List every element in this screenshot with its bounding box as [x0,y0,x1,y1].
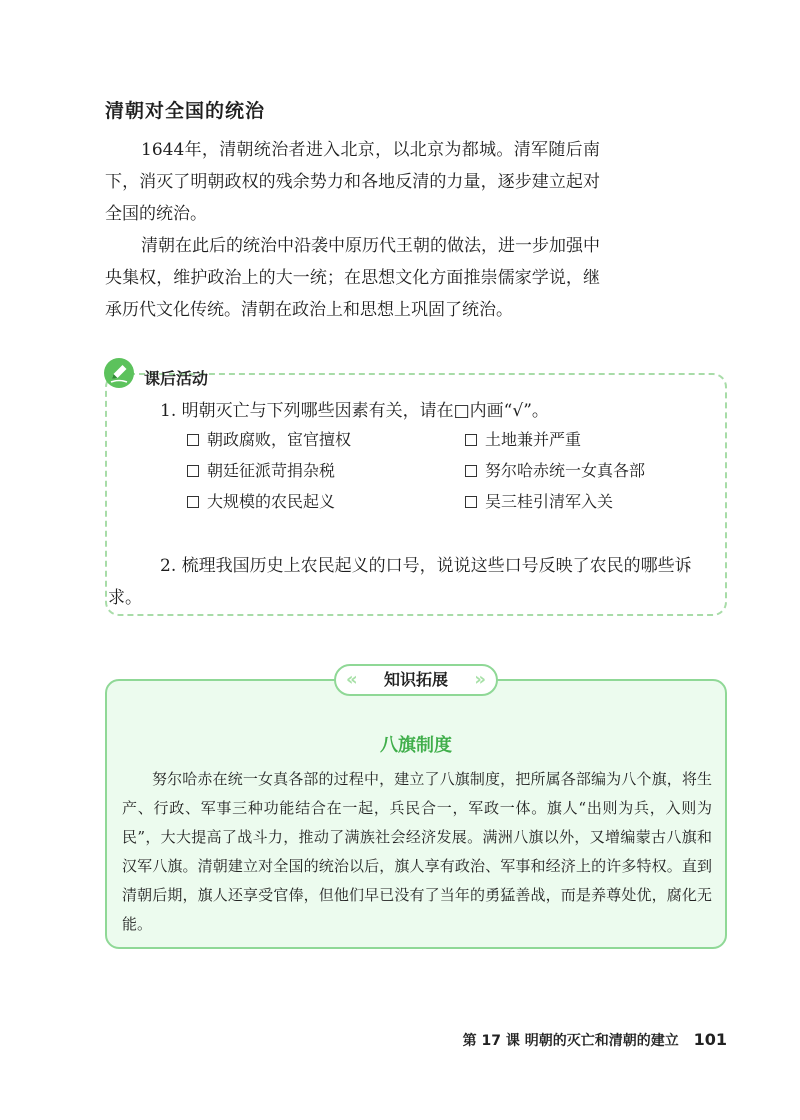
option-label: 努尔哈赤统一女真各部 [485,461,646,480]
question-2: 2. 梳理我国历史上农民起义的口号，说说这些口号反映了农民的哪些诉求。 [108,556,692,608]
option-5[interactable] [187,491,335,513]
option-1[interactable] [187,429,351,451]
knowledge-tab-label: 知识拓展 [383,670,448,689]
knowledge-title: 八旗制度 [380,735,452,756]
option-4[interactable] [465,460,645,482]
page-number: 101 [693,1030,727,1049]
checkbox-icon[interactable] [187,496,199,508]
knowledge-body: 努尔哈赤在统一女真各部的过程中，建立了八旗制度，把所属各部编为八个旗，将生产、行政、军事三种功能结合在一起，兵民合一，军政一体。旗人“出则为兵，入则为民”，大大提高了战斗力，推动了满族社会经济发展。满洲八旗以外，又增编蒙古八旗和汉军八旗。清朝建立对全国的统治以后，旗人享有政治、军事和经济上的许多特权。直到清朝后期，旗人还享受官俸，但他们早已没有了当年的勇猛善战，而是养尊处优，腐化无能。 [122,770,712,933]
chevron-left-icon: « [346,669,358,690]
checkbox-icon[interactable] [187,465,199,477]
option-3[interactable] [187,460,335,482]
knowledge-tab [334,664,498,696]
chevron-right-icon: » [474,669,486,690]
option-label: 大规模的农民起义 [207,492,336,511]
pencil-badge-icon [103,357,135,389]
paragraph-1: 1644年，清朝统治者进入北京，以北京为都城。清军随后南下，消灭了明朝政权的残余势力和各地反清的力量，逐步建立起对全国的统治。 [105,140,600,224]
checkbox-icon[interactable] [465,434,477,446]
option-2[interactable] [465,429,581,451]
section-title: 清朝对全国的统治 [105,100,266,122]
option-label: 吴三桂引清军入关 [485,492,614,511]
lesson-title: 第 17 课 明朝的灭亡和清朝的建立 [462,1033,679,1049]
page-footer [463,1030,727,1050]
option-label: 朝政腐败，宦官擅权 [207,430,352,449]
option-6[interactable] [465,491,613,513]
option-label: 土地兼并严重 [485,430,582,449]
activity-title: 课后活动 [144,369,209,388]
paragraph-2: 清朝在此后的统治中沿袭中原历代王朝的做法，进一步加强中央集权，维护政治上的大一统；在思想文化方面推崇儒家学说，继承历代文化传统。清朝在政治上和思想上巩固了统治。 [105,236,600,320]
option-label: 朝廷征派苛捐杂税 [207,461,336,480]
checkbox-icon[interactable] [187,434,199,446]
checkbox-icon[interactable] [465,496,477,508]
checkbox-icon[interactable] [465,465,477,477]
question-1: 1. 明朝灭亡与下列哪些因素有关，请在□内画“√”。 [160,401,549,421]
